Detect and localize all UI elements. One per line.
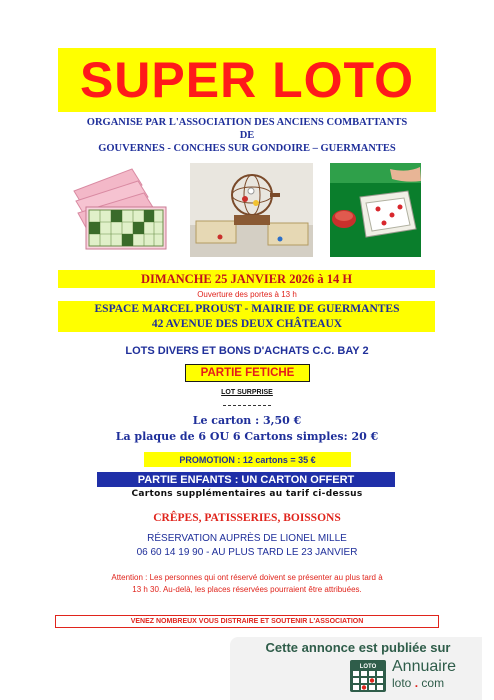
organizer-line-1: ORGANISE PAR L'ASSOCIATION DES ANCIENS COMBATTANTS: [86, 117, 408, 128]
fetiche-banner: [185, 364, 310, 382]
bingo-table-photo: [330, 163, 421, 257]
venue-line-2: 42 AVENUE DES DEUX CHÂTEAUX: [151, 318, 343, 330]
surprise-lot: LOT SURPRISE: [221, 389, 273, 396]
reservation-line-2: 06 60 14 19 90 - AU PLUS TARD LE 23 JANVIER: [136, 547, 358, 558]
badge-site-name: Annuaire: [392, 658, 457, 675]
promotion-banner: [144, 452, 351, 467]
logo-tag: LOTO: [359, 664, 377, 670]
food-text: CRÊPES, PATISSERIES, BOISSONS: [153, 512, 341, 524]
doors-opening: Ouverture des portes à 13 h: [197, 290, 297, 299]
title-banner: [58, 48, 436, 112]
venue-line-1: ESPACE MARCEL PROUST - MAIRIE DE GUERMANTES: [94, 303, 400, 315]
loto-cards-photo: [72, 163, 173, 257]
loto-cage-photo: [190, 163, 313, 257]
children-banner: [97, 472, 395, 487]
fetiche-label: PARTIE FETICHE: [200, 367, 295, 379]
organizer-line-2: DE: [239, 130, 255, 141]
reservation-line-1: RÉSERVATION AUPRÈS DE LIONEL MILLE: [147, 533, 347, 544]
attention-line-2: 13 h 30. Au-delà, les places réservées pourraient être attribuées.: [132, 585, 362, 594]
children-offer: PARTIE ENFANTS : UN CARTON OFFERT: [137, 473, 355, 486]
divider: [223, 405, 271, 406]
event-date: DIMANCHE 25 JANVIER 2026 à 14 H: [140, 271, 353, 286]
date-banner: [58, 270, 435, 288]
closing-text: VENEZ NOMBREUX VOUS DISTRAIRE ET SOUTENIR L'ASSOCIATION: [130, 618, 364, 625]
badge-domain: loto . com: [392, 676, 445, 690]
badge-title: Cette annonce est publiée sur: [265, 640, 451, 655]
promotion-text: PROMOTION : 12 cartons = 35 €: [179, 454, 316, 465]
loto-grid-icon: [350, 660, 386, 692]
plaque-price: La plaque de 6 OU 6 Cartons simples: 20 €: [115, 430, 379, 443]
prizes-text: LOTS DIVERS ET BONS D'ACHATS C.C. BAY 2: [125, 345, 369, 357]
carton-price: Le carton : 3,50 €: [192, 414, 302, 427]
closing-banner: [55, 615, 439, 628]
organizer-line-3: GOUVERNES - CONCHES SUR GONDOIRE – GUERMANTES: [98, 143, 396, 154]
page-title: SUPER LOTO: [79, 52, 415, 108]
attention-line-1: Attention : Les personnes qui ont réservé doivent se présenter au plus tard à: [111, 573, 383, 582]
extra-cartons: Cartons supplémentaires au tarif ci-dessus: [131, 489, 363, 499]
